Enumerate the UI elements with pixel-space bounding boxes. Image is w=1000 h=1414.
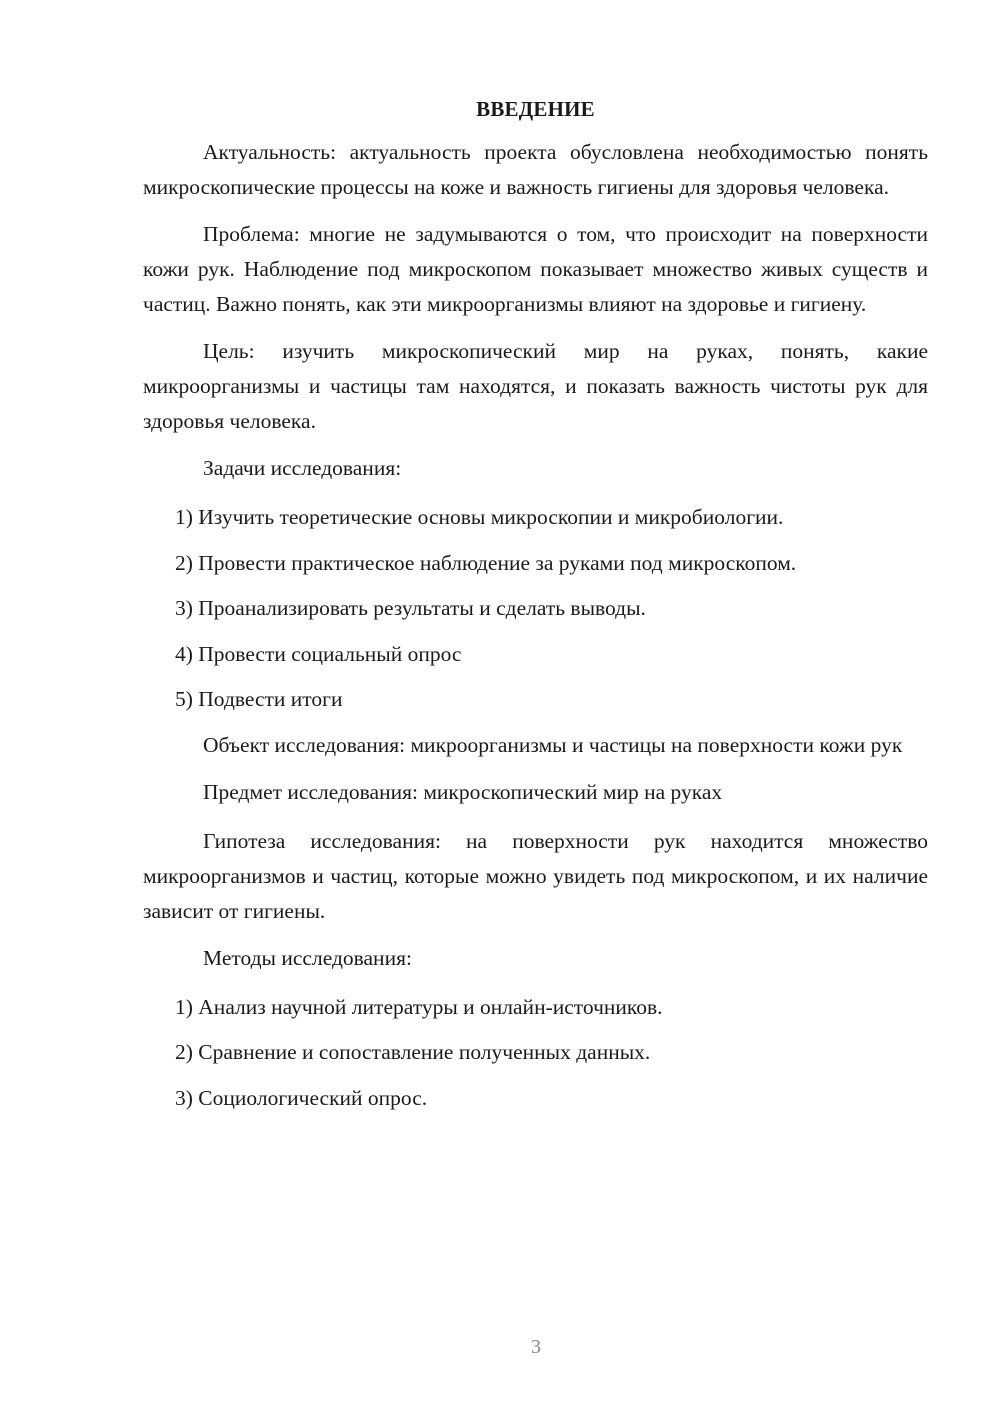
list-item: 3) Социологический опрос. <box>175 1085 428 1110</box>
list-item: 2) Сравнение и сопоставление полученных данных. <box>175 1040 651 1064</box>
tasks-heading: Задачи исследования: <box>203 456 402 480</box>
list-item: 1) Анализ научной литературы и онлайн-источников. <box>175 994 663 1019</box>
section-title: ВВЕДЕНИЕ <box>476 97 595 121</box>
list-item: 3) Проанализировать результаты и сделать выводы. <box>175 596 646 620</box>
relevance-paragraph: Актуальность: актуальность проекта обусловлена необходимостью понять микроскопические процессы на коже и важность гигиены для здоровья человека. <box>143 140 928 199</box>
hypothesis-paragraph: Гипотеза исследования: на поверхности рук находится множество микроорганизмов и частиц, которые можно увидеть под микроскопом, и их наличие зависит от гигиены. <box>143 828 928 923</box>
document-page <box>143 92 928 1126</box>
tasks-list <box>143 500 928 717</box>
page-number: 3 <box>531 1336 541 1358</box>
list-item: 1) Изучить теоретические основы микроскопии и микробиологии. <box>175 505 784 529</box>
subject-paragraph: Предмет исследования: микроскопический мир на руках <box>203 779 723 804</box>
methods-list <box>143 990 928 1116</box>
problem-paragraph: Проблема: многие не задумываются о том, что происходит на поверхности кожи рук. Наблюдение под микроскопом показывает множество живых существ и частиц. Важно понять, как эти микроорганизмы влияют на здоровье и гигиену. <box>143 222 928 316</box>
list-item: 2) Провести практическое наблюдение за руками под микроскопом. <box>175 550 797 575</box>
object-paragraph: Объект исследования: микроорганизмы и частицы на поверхности кожи рук <box>203 732 903 757</box>
goal-paragraph: Цель: изучить микроскопический мир на руках, понять, какие микроорганизмы и частицы там находятся, и показать важность чистоты рук для здоровья человека. <box>143 339 928 433</box>
list-item: 5) Подвести итоги <box>175 687 343 711</box>
list-item: 4) Провести социальный опрос <box>175 641 462 666</box>
methods-heading: Методы исследования: <box>203 945 412 970</box>
